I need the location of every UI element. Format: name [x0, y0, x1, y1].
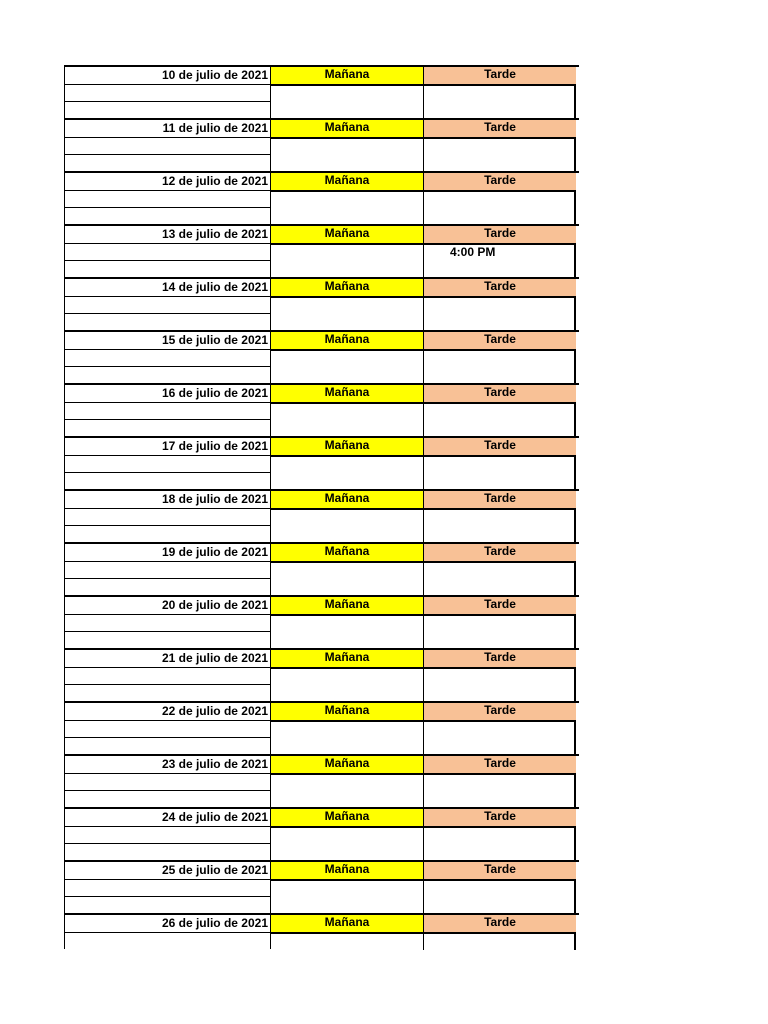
morning-header: Mañana	[271, 809, 423, 826]
day-block	[64, 383, 579, 436]
date-label: 23 de julio de 2021	[161, 757, 268, 771]
empty-cell[interactable]	[65, 472, 270, 489]
afternoon-note: 4:00 PM	[450, 245, 496, 259]
afternoon-cell[interactable]	[423, 614, 576, 648]
day-block	[64, 913, 579, 949]
afternoon-header: Tarde	[423, 650, 576, 667]
day-block	[64, 436, 579, 489]
date-column	[64, 120, 271, 171]
empty-cell[interactable]	[65, 879, 270, 896]
date-label: 18 de julio de 2021	[161, 492, 268, 506]
empty-cell[interactable]	[65, 843, 270, 860]
afternoon-cell[interactable]	[423, 190, 576, 224]
morning-header: Mañana	[271, 279, 423, 296]
morning-header: Mañana	[271, 756, 423, 773]
afternoon-header: Tarde	[423, 438, 576, 455]
empty-cell[interactable]	[65, 737, 270, 754]
afternoon-header: Tarde	[423, 915, 576, 932]
morning-header: Mañana	[271, 173, 423, 190]
afternoon-header: Tarde	[423, 67, 576, 84]
date-label: 10 de julio de 2021	[161, 68, 268, 82]
afternoon-cell[interactable]	[423, 826, 576, 860]
morning-cell[interactable]	[271, 614, 423, 648]
date-column	[64, 862, 271, 913]
afternoon-cell[interactable]	[423, 455, 576, 489]
afternoon-cell[interactable]	[423, 879, 576, 913]
afternoon-header: Tarde	[423, 544, 576, 561]
morning-cell[interactable]	[271, 455, 423, 489]
morning-header: Mañana	[271, 862, 423, 879]
empty-cell[interactable]	[65, 101, 270, 118]
day-block	[64, 542, 579, 595]
afternoon-header: Tarde	[423, 120, 576, 137]
afternoon-header: Tarde	[423, 756, 576, 773]
afternoon-header: Tarde	[423, 226, 576, 243]
date-label: 16 de julio de 2021	[161, 386, 268, 400]
afternoon-header: Tarde	[423, 385, 576, 402]
empty-cell[interactable]	[65, 932, 270, 949]
date-column	[64, 226, 271, 277]
day-block	[64, 489, 579, 542]
date-column	[64, 438, 271, 489]
empty-cell[interactable]	[65, 137, 270, 154]
morning-header: Mañana	[271, 650, 423, 667]
date-column	[64, 809, 271, 860]
date-column	[64, 650, 271, 701]
empty-cell[interactable]	[65, 684, 270, 701]
empty-cell[interactable]	[65, 84, 270, 101]
day-block	[64, 648, 579, 701]
morning-cell[interactable]	[271, 296, 423, 330]
afternoon-cell[interactable]	[423, 667, 576, 701]
date-column	[64, 544, 271, 595]
morning-header: Mañana	[271, 332, 423, 349]
day-block	[64, 595, 579, 648]
empty-cell[interactable]	[65, 720, 270, 737]
date-column	[64, 67, 271, 118]
morning-cell[interactable]	[271, 826, 423, 860]
date-column	[64, 385, 271, 436]
empty-cell[interactable]	[65, 419, 270, 436]
empty-cell[interactable]	[65, 578, 270, 595]
date-label: 13 de julio de 2021	[161, 227, 268, 241]
empty-cell[interactable]	[65, 667, 270, 684]
day-block	[64, 118, 579, 171]
date-column	[64, 332, 271, 383]
date-label: 25 de julio de 2021	[161, 863, 268, 877]
date-column	[64, 279, 271, 330]
morning-header: Mañana	[271, 491, 423, 508]
day-block	[64, 277, 579, 330]
day-block	[64, 330, 579, 383]
morning-cell[interactable]	[271, 243, 423, 277]
afternoon-cell[interactable]	[423, 932, 576, 950]
date-label: 11 de julio de 2021	[162, 121, 268, 135]
date-column	[64, 756, 271, 807]
morning-header: Mañana	[271, 226, 423, 243]
date-label: 24 de julio de 2021	[161, 810, 268, 824]
empty-cell[interactable]	[65, 561, 270, 578]
afternoon-cell[interactable]	[423, 243, 576, 277]
date-label: 15 de julio de 2021	[161, 333, 268, 347]
morning-cell[interactable]	[271, 773, 423, 807]
date-label: 14 de julio de 2021	[161, 280, 268, 294]
afternoon-header: Tarde	[423, 279, 576, 296]
date-column	[64, 915, 271, 949]
morning-header: Mañana	[271, 120, 423, 137]
morning-header: Mañana	[271, 915, 423, 932]
date-column	[64, 703, 271, 754]
empty-cell[interactable]	[65, 243, 270, 260]
afternoon-header: Tarde	[423, 332, 576, 349]
empty-cell[interactable]	[65, 402, 270, 419]
empty-cell[interactable]	[65, 190, 270, 207]
empty-cell[interactable]	[65, 296, 270, 313]
afternoon-cell[interactable]	[423, 561, 576, 595]
afternoon-cell[interactable]	[423, 137, 576, 171]
afternoon-header: Tarde	[423, 173, 576, 190]
empty-cell[interactable]	[65, 366, 270, 383]
date-label: 17 de julio de 2021	[161, 439, 268, 453]
schedule-sheet	[64, 65, 579, 949]
afternoon-cell[interactable]	[423, 720, 576, 754]
morning-cell[interactable]	[271, 561, 423, 595]
empty-cell[interactable]	[65, 525, 270, 542]
empty-cell[interactable]	[65, 508, 270, 525]
empty-cell[interactable]	[65, 790, 270, 807]
empty-cell[interactable]	[65, 455, 270, 472]
afternoon-cell[interactable]	[423, 84, 576, 118]
afternoon-header: Tarde	[423, 597, 576, 614]
afternoon-cell[interactable]	[423, 402, 576, 436]
morning-header: Mañana	[271, 597, 423, 614]
morning-cell[interactable]	[271, 402, 423, 436]
afternoon-header: Tarde	[423, 809, 576, 826]
date-column	[64, 491, 271, 542]
morning-cell[interactable]	[271, 137, 423, 171]
day-block	[64, 65, 579, 118]
date-label: 19 de julio de 2021	[161, 545, 268, 559]
date-column	[64, 173, 271, 224]
day-block	[64, 701, 579, 754]
empty-cell[interactable]	[65, 614, 270, 631]
day-block	[64, 860, 579, 913]
afternoon-cell[interactable]	[423, 349, 576, 383]
date-column	[64, 597, 271, 648]
empty-cell[interactable]	[65, 313, 270, 330]
morning-cell[interactable]	[271, 349, 423, 383]
day-block	[64, 754, 579, 807]
morning-cell[interactable]	[271, 508, 423, 542]
afternoon-header: Tarde	[423, 491, 576, 508]
empty-cell[interactable]	[65, 773, 270, 790]
empty-cell[interactable]	[65, 826, 270, 843]
empty-cell[interactable]	[65, 207, 270, 224]
morning-cell[interactable]	[271, 879, 423, 913]
date-label: 26 de julio de 2021	[161, 916, 268, 930]
afternoon-cell[interactable]	[423, 296, 576, 330]
empty-cell[interactable]	[65, 631, 270, 648]
date-label: 20 de julio de 2021	[161, 598, 268, 612]
date-label: 21 de julio de 2021	[161, 651, 268, 665]
morning-header: Mañana	[271, 703, 423, 720]
afternoon-cell[interactable]	[423, 773, 576, 807]
afternoon-header: Tarde	[423, 862, 576, 879]
morning-header: Mañana	[271, 544, 423, 561]
empty-cell[interactable]	[65, 896, 270, 913]
day-block	[64, 224, 579, 277]
empty-cell[interactable]	[65, 154, 270, 171]
morning-header: Mañana	[271, 67, 423, 84]
morning-cell[interactable]	[271, 932, 423, 950]
afternoon-header: Tarde	[423, 703, 576, 720]
empty-cell[interactable]	[65, 260, 270, 277]
morning-header: Mañana	[271, 438, 423, 455]
morning-header: Mañana	[271, 385, 423, 402]
day-block	[64, 807, 579, 860]
date-label: 22 de julio de 2021	[161, 704, 268, 718]
afternoon-cell[interactable]	[423, 508, 576, 542]
date-label: 12 de julio de 2021	[161, 174, 268, 188]
morning-cell[interactable]	[271, 720, 423, 754]
day-block	[64, 171, 579, 224]
morning-cell[interactable]	[271, 667, 423, 701]
empty-cell[interactable]	[65, 349, 270, 366]
morning-cell[interactable]	[271, 84, 423, 118]
morning-cell[interactable]	[271, 190, 423, 224]
